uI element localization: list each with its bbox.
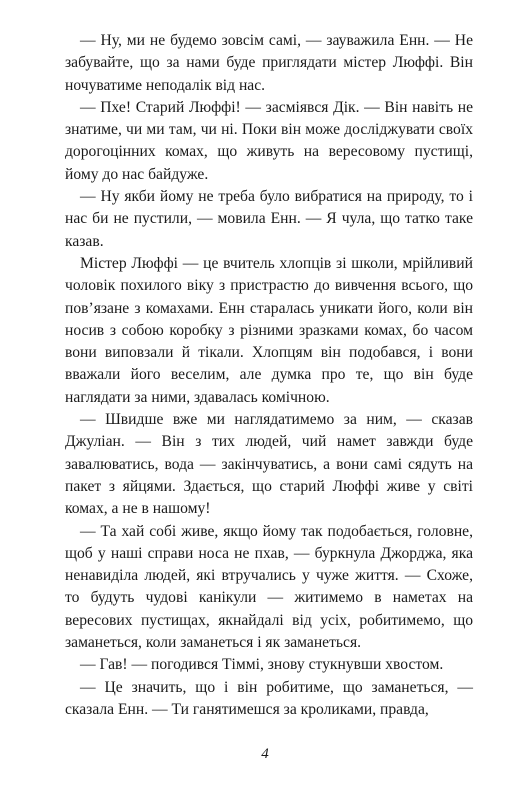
paragraph: — Швидше вже ми наглядатимемо за ним, — сказав Джуліан. — Він з тих людей, чий намет завжди буде завалюватись, вода — закінчуватись, а вони самі сядуть на пакет з яйцями. Здається, що старий Люффі живе у світі комах, а не в нашому!: [65, 411, 473, 518]
paragraph: Містер Люффі — це вчитель хлопців зі школи, мрійливий чоловік похилого віку з пристрастю до вивчення всього, що пов’язане з комахами. Енн старалась уникати його, коли він носив з собою коробку з різними зразками комах, бо часом вони виповзали й тікали. Хлопцям він подобався, і вони вважали його веселим, але думка про те, що він буде наглядати за ними, здавалась комічною.: [65, 254, 473, 406]
paragraph: — Ну, ми не будемо зовсім самі, — зауважила Енн. — Не забувайте, що за нами буде приглядати містер Люффі. Він ночуватиме неподалік від нас.: [65, 32, 473, 94]
page-body: [65, 30, 473, 721]
paragraph: — Та хай собі живе, якщо йому так подобається, головне, щоб у наші справи носа не пхав, — буркнула Джорджа, яка ненавиділа людей, які втручались у чуже життя. — Схоже, то будуть чудові канікули — житимемо в наметах на вересових пустищах, якнайдалі від усіх, робитимемо, що заманеться, коли заманеться і як заманеться.: [65, 522, 473, 652]
paragraph: — Це значить, що і він робитиме, що заманеться, — сказала Енн. — Ти ганятимешся за кроликами, правда,: [65, 678, 473, 718]
paragraph: — Ну якби йому не треба було вибратися на природу, то і нас би не пустили, — мовила Енн. — Я чула, що татко таке казав.: [65, 188, 473, 250]
paragraph: — Пхе! Старий Люффі! — засміявся Дік. — Він навіть не знатиме, чи ми там, чи ні. Поки він може досліджувати своїх дорогоцінних комах, що живуть на вересовому пустищі, йому до нас байдуже.: [65, 98, 473, 183]
page-number: 4: [261, 746, 269, 762]
paragraph: — Гав! — погодився Тіммі, знову стукнувши хвостом.: [80, 656, 444, 674]
